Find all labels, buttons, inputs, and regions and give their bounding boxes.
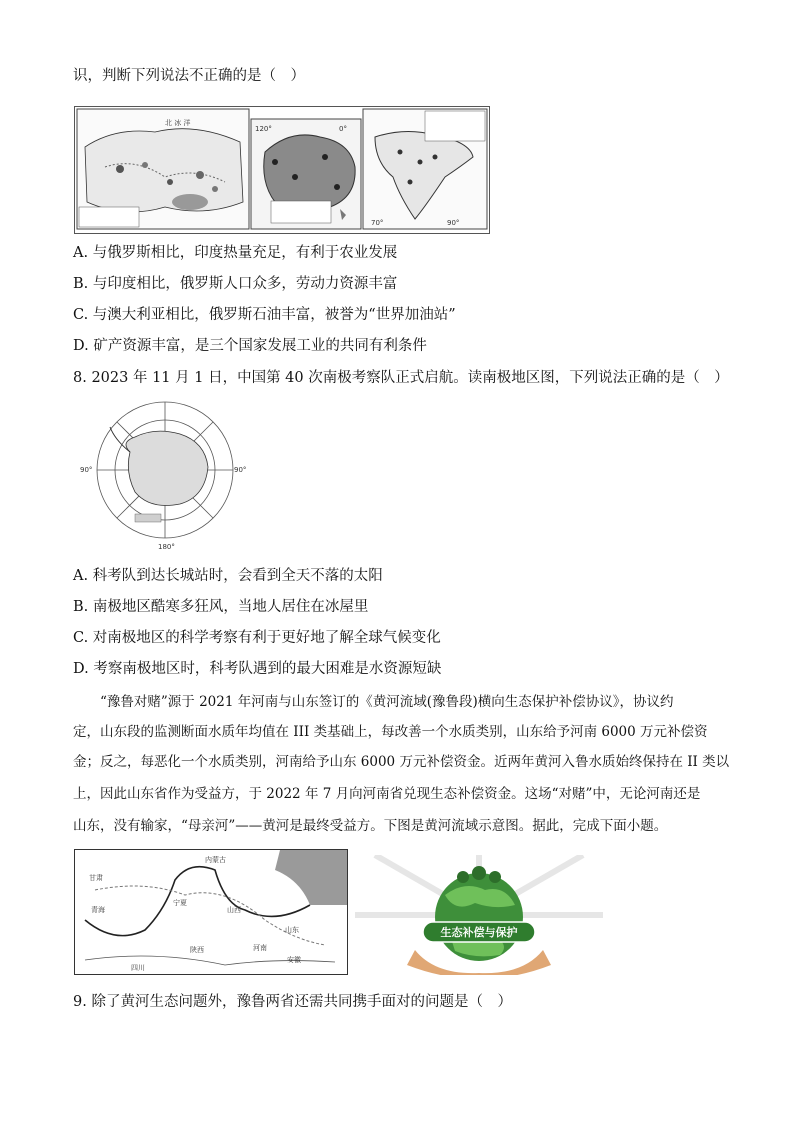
passage-line-3: 金；反之，每恶化一个水质类别，河南给予山东 6000 万元补偿资金。近两年黄河入鲁水质始终保持在 II 类以 — [73, 754, 730, 770]
q8-option-a[interactable]: A. 科考队到达长城站时，会看到全天不落的太阳 — [73, 568, 383, 584]
india-lon2-label: 90° — [447, 219, 460, 227]
question-8-stem: 8. 2023 年 11 月 1 日，中国第 40 次南极考察队正式启航。读南极地区图，下列说法正确的是（ ） — [73, 370, 729, 386]
q7-option-a[interactable]: A. 与俄罗斯相比，印度热量充足，有利于农业发展 — [73, 245, 398, 261]
q8-option-b[interactable]: B. 南极地区酷寒多狂风，当地人居住在冰屋里 — [73, 599, 369, 615]
eco-compensation-illustration — [355, 855, 603, 975]
q7-option-c[interactable]: C. 与澳大利亚相比，俄罗斯石油丰富，被誉为“世界加油站” — [73, 307, 456, 323]
q7-option-b[interactable]: B. 与印度相比，俄罗斯人口众多，劳动力资源丰富 — [73, 276, 398, 292]
province-henan: 河南 — [253, 944, 267, 952]
eco-banner-text: 生态补偿与保护 — [440, 926, 518, 939]
australia-lon-label: 120° — [255, 125, 272, 133]
province-neimenggu: 内蒙古 — [205, 856, 226, 864]
question-7-tail: 识，判断下列说法不正确的是（ ） — [73, 68, 305, 84]
antarctica-bottom-label: 180° — [158, 543, 175, 551]
antarctica-right-label: 90° — [234, 466, 247, 474]
yellow-river-map — [74, 849, 348, 975]
antarctica-left-label: 90° — [80, 466, 93, 474]
province-gansu: 甘肃 — [89, 874, 103, 882]
province-qinghai: 青海 — [91, 906, 105, 914]
antarctica-map — [80, 392, 250, 552]
question-9-stem: 9. 除了黄河生态问题外，豫鲁两省还需共同携手面对的问题是（ ） — [73, 994, 512, 1010]
province-ningxia: 宁夏 — [173, 899, 187, 907]
passage-line-4: 上，因此山东省作为受益方，于 2022 年 7 月向河南省兑现生态补偿资金。这场“对赌”中，无论河南还是 — [73, 786, 701, 802]
passage-line-5: 山东，没有输家，“母亲河”——黄河是最终受益方。下图是黄河流域示意图。据此，完成下面小题。 — [73, 818, 668, 834]
passage-line-1: “豫鲁对赌”源于 2021 年河南与山东签订的《黄河流域(豫鲁段)横向生态保护补偿协议》，协议约 — [100, 694, 674, 710]
india-lon1-label: 70° — [371, 219, 384, 227]
australia-lat-label: 0° — [339, 125, 347, 133]
q7-maps-figure — [74, 106, 490, 234]
province-shandong: 山东 — [285, 926, 299, 934]
russia-map — [77, 109, 249, 229]
q7-option-d[interactable]: D. 矿产资源丰富，是三个国家发展工业的共同有利条件 — [73, 338, 427, 354]
province-shanxi: 山西 — [227, 906, 241, 914]
russia-arctic-label: 北 冰 洋 — [165, 119, 191, 127]
india-map — [363, 109, 487, 229]
q8-option-c[interactable]: C. 对南极地区的科学考察有利于更好地了解全球气候变化 — [73, 630, 441, 646]
q7-maps-svg — [75, 107, 489, 233]
province-shaanxi: 陕西 — [190, 946, 204, 954]
q8-option-d[interactable]: D. 考察南极地区时，科考队遇到的最大困难是水资源短缺 — [73, 661, 442, 677]
australia-map — [251, 119, 361, 229]
province-anhui: 安徽 — [287, 956, 301, 964]
passage-line-2: 定，山东段的监测断面水质年均值在 III 类基础上，每改善一个水质类别，山东给予河南 6000 万元补偿资 — [73, 724, 708, 740]
province-sichuan: 四川 — [131, 964, 145, 972]
